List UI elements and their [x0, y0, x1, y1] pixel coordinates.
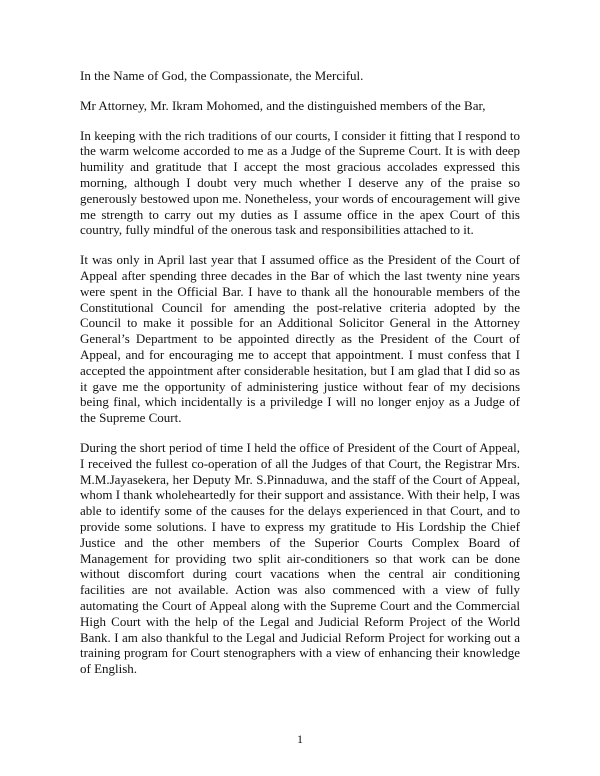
paragraph-2: It was only in April last year that I assumed office as the President of the Court of Appeal after spending three decades in the Bar of which the last twenty nine years were spent in the Official Bar. I have to thank all the honourable members of the Constitutional Council for amending the post-relative criteria adopted by the Council to make it possible for an Additional Solicitor General in the Attorney General’s Department to be appointed directly as the President of the Court of Appeal, and for encouraging me to accept that appointment. I must confess that I accepted the appointment after considerable hesitation, but I am glad that I did so as it gave me the opportunity of administering justice without fear of my decisions being final, which incidentally is a priviledge I will no longer enjoy as a Judge of the Supreme Court.	[80, 252, 520, 426]
page-number: 1	[297, 732, 303, 746]
paragraph-3: During the short period of time I held the office of President of the Court of Appeal, I received the fullest co-operation of all the Judges of that Court, the Registrar Mrs. M.M.Jayasekera, her Deputy Mr. S.Pinnaduwa, and the staff of the Court of Appeal, whom I thank wholeheartedly for their support and assistance. With their help, I was able to identify some of the causes for the delays experienced in that Court, and to provide some solutions. I have to express my gratitude to His Lordship the Chief Justice and the other members of the Superior Courts Complex Board of Management for providing two split air-conditioners so that work can be done without discomfort during court vacations when the central air conditioning facilities are not available. Action was also commenced with a view of fully automating the Court of Appeal along with the Supreme Court and the Commercial High Court with the help of the Legal and Judicial Reform Project of the World Bank. I am also thankful to the Legal and Judicial Reform Project for working out a training program for Court stenographers with a view of enhancing their knowledge of English.	[80, 439, 520, 677]
document-page	[80, 68, 520, 691]
invocation-line: In the Name of God, the Compassionate, the Merciful.	[80, 68, 364, 83]
paragraph-1: In keeping with the rich traditions of our courts, I consider it fitting that I respond to the warm welcome accorded to me as a Judge of the Supreme Court. It is with deep humility and gratitude that I accept the most gracious accolades expressed this morning, although I doubt very much whether I deserve any of the praise so generously bestowed upon me. Nonetheless, your words of encouragement will give me strength to carry out my duties as I assume office in the apex Court of this country, fully mindful of the onerous task and responsibilities attached to it.	[80, 127, 520, 238]
salutation-line: Mr Attorney, Mr. Ikram Mohomed, and the distinguished members of the Bar,	[80, 97, 486, 113]
